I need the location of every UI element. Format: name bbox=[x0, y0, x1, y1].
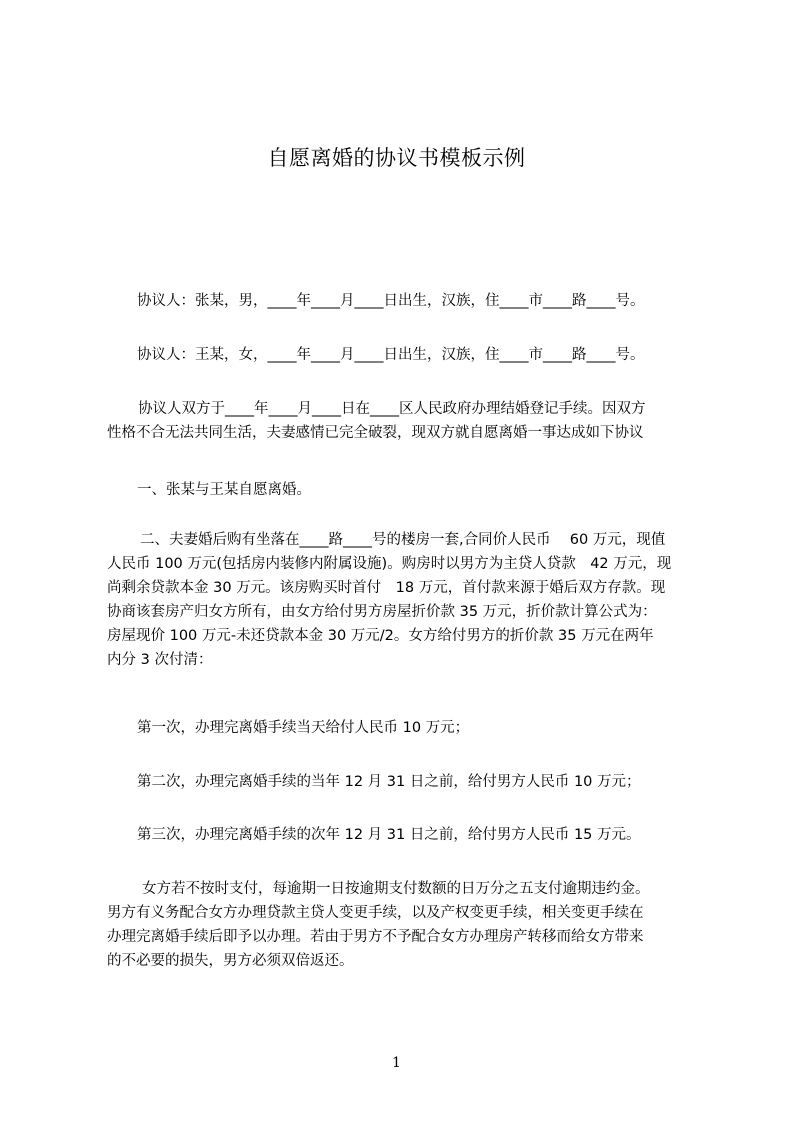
page-number: 1 bbox=[392, 1055, 401, 1071]
penalty-line: 男方有义务配合女方办理贷款主贷人变更手续，以及产权变更手续，相关变更手续在 bbox=[107, 905, 644, 921]
party-male-line: 协议人：张某，男，____年____月____日出生，汉族，住____市____路____号。 bbox=[137, 293, 645, 309]
installment-1-paragraph bbox=[137, 716, 469, 740]
clause-1-paragraph bbox=[137, 478, 311, 502]
penalty-line: 女方若不按时支付，每逾期一日按逾期支付数额的日万分之五支付逾期违约金。 bbox=[142, 881, 650, 897]
document-title: 自愿离婚的协议书模板示例 bbox=[267, 146, 526, 170]
installment-3-paragraph bbox=[137, 823, 641, 847]
preamble-paragraph bbox=[107, 397, 646, 445]
preamble-line: 协议人双方于____年____月____日在____区人民政府办理结婚登记手续。因双方 bbox=[138, 401, 646, 417]
penalty-paragraph bbox=[107, 877, 650, 973]
clause-2-paragraph bbox=[107, 528, 707, 672]
clause-2-line: 尚剩余贷款本金 30 万元。该房购买时首付 18 万元，首付款来源于婚后双方存款。现 bbox=[107, 580, 666, 596]
clause-2-line: 房屋现价 100 万元-未还贷款本金 30 万元/2。女方给付男方的折价款 35 万元在两年 bbox=[107, 628, 654, 644]
installment-2-paragraph bbox=[137, 770, 641, 794]
clause-2-line: 内分 3 次付清： bbox=[107, 652, 213, 668]
penalty-line: 的不必要的损失，男方必须双倍返还。 bbox=[107, 953, 354, 969]
clause-2-line: 二、夫妻婚后购有坐落在____路____号的楼房一套,合同价人民币 60 万元，现值 bbox=[140, 532, 666, 548]
clause-2-line: 协商该套房产归女方所有，由女方给付男方房屋折价款 35 万元，折价款计算公式为： bbox=[107, 604, 657, 620]
party-male-paragraph bbox=[137, 289, 645, 313]
clause-1-line: 一、张某与王某自愿离婚。 bbox=[137, 482, 311, 498]
installment-3-line: 第三次，办理完离婚手续的次年 12 月 31 日之前，给付男方人民币 15 万元。 bbox=[137, 827, 641, 843]
preamble-line: 性格不合无法共同生活，夫妻感情已完全破裂，现双方就自愿离婚一事达成如下协议 bbox=[107, 425, 644, 441]
party-female-paragraph bbox=[137, 343, 645, 367]
installment-1-line: 第一次，办理完离婚手续当天给付人民币 10 万元； bbox=[137, 720, 470, 736]
party-female-line: 协议人：王某，女，____年____月____日出生，汉族，住____市____路____号。 bbox=[137, 347, 645, 363]
installment-2-line: 第二次，办理完离婚手续的当年 12 月 31 日之前，给付男方人民币 10 万元； bbox=[137, 774, 641, 790]
clause-2-line: 人民币 100 万元(包括房内装修内附属设施)。购房时以男方为主贷人贷款 42 万元，现 bbox=[107, 556, 672, 572]
penalty-line: 办理完离婚手续后即予以办理。若由于男方不予配合女方办理房产转移而给女方带来 bbox=[107, 929, 644, 945]
